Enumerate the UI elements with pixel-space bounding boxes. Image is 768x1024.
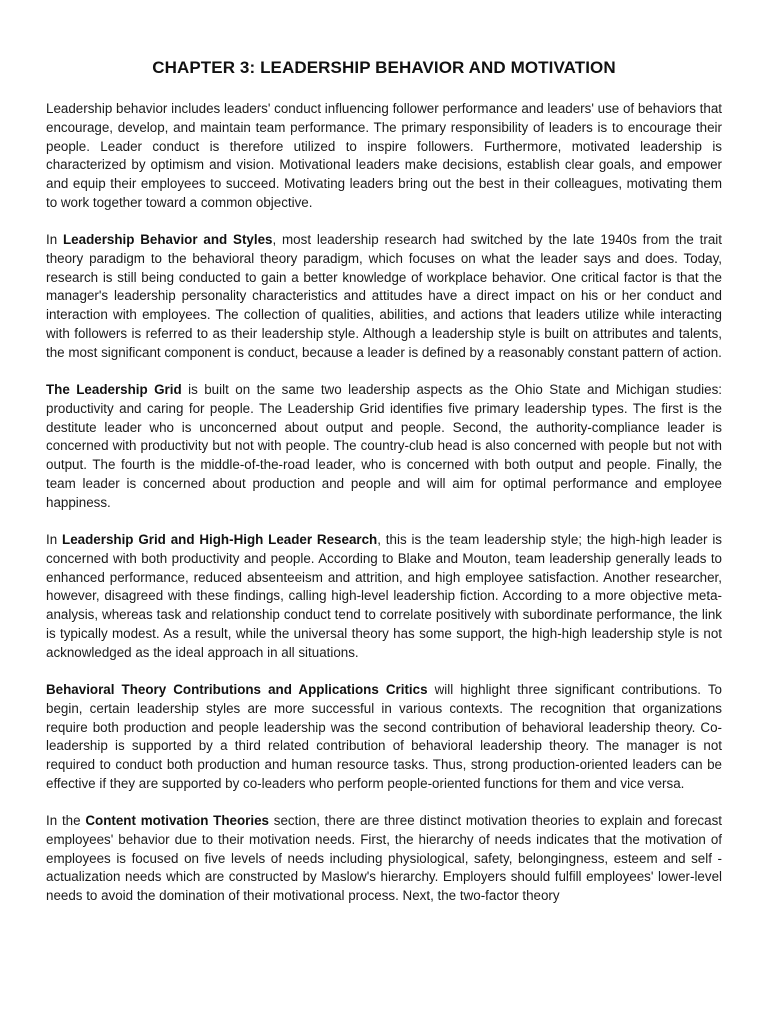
paragraph-bold-term: Behavioral Theory Contributions and Applications Critics <box>46 682 428 697</box>
paragraph-text: will highlight three significant contributions. To begin, certain leadership styles are more successful in various contexts. The recognition that organizations require both production and people leadership was the second contribution of behavioral leadership theory. Co-leadership is supported by a third related contribution of behavioral leadership theory. The manager is not required to conduct both production and human resource tasks. Thus, strong production-oriented leaders can be effective if they are supported by co-leaders who perform people-oriented functions for them and vice versa. <box>46 682 722 791</box>
paragraph-leadership-grid <box>46 381 722 512</box>
paragraph-behavior-styles <box>46 231 722 362</box>
paragraph-bold-term: Content motivation Theories <box>85 813 269 829</box>
paragraph-text: , this is the team leadership style; the high-high leader is concerned with both productivity and people. According to Blake and Mouton, team leadership generally leads to enhanced performance, reduced absenteeism and attrition, and high employee satisfaction. Another researcher, however, disagreed with these findings, calling high-level leadership fiction. According to a more objective meta-analysis, whereas task and relationship conduct tend to correlate positively with subordinate performance, the link is typically modest. As a result, while the universal theory has some support, the high-high leadership style is not acknowledged as the ideal approach in all situations. <box>46 532 723 660</box>
paragraph-text: section, there are three distinct motivation theories to explain and forecast employees' behavior due to their motivation needs. First, the hierarchy of needs indicates that the motivation of employees is focused on five levels of needs including physiological, safety, belongingness, esteem and self - actualization needs which are constructed by Maslow's hierarchy. Employers should fulfill employees' lower-level needs to avoid the domination of their motivational process. Next, the two-factor theory <box>46 813 722 904</box>
paragraph-lead: In <box>46 232 63 248</box>
paragraph-text: Leadership behavior includes leaders' conduct influencing follower performance and leaders' use of behaviors that encourage, develop, and maintain team performance. The primary responsibility of leaders is to encourage their people. Leader conduct is therefore utilized to inspire followers. Furthermore, motivated leadership is characterized by optimism and vision. Motivational leaders make decisions, establish clear goals, and empower and equip their employees to succeed. Motivating leaders bring out the best in their colleagues, motivating them to work together toward a common objective. <box>46 101 722 210</box>
paragraph-bold-term: Leadership Grid and High-High Leader Research <box>62 532 378 548</box>
paragraph-intro <box>46 100 722 213</box>
paragraph-high-high-research <box>46 531 722 662</box>
paragraph-lead: In <box>46 532 63 548</box>
paragraph-bold-term: The Leadership Grid <box>46 382 182 398</box>
chapter-title: CHAPTER 3: LEADERSHIP BEHAVIOR AND MOTIVATION <box>152 58 616 77</box>
paragraph-content-motivation <box>46 812 722 906</box>
paragraph-text: is built on the same two leadership aspects as the Ohio State and Michigan studies: productivity and caring for people. The Leadership Grid identifies five primary leadership types. The first is the destitute leader who is unconcerned about output and people. Second, the authority-compliance leader is concerned with productivity but not with people. The country-club head is also concerned with people but not with output. The fourth is the middle-of-the-road leader, who is concerned with both output and people. Finally, the team leader is concerned about production and people and will aim for optimal performance and employee happiness. <box>46 382 722 510</box>
paragraph-bold-term: Leadership Behavior and Styles <box>63 232 273 248</box>
paragraph-lead: In the <box>46 813 86 829</box>
paragraph-text: , most leadership research had switched by the late 1940s from the trait theory paradigm to the behavioral theory paradigm, which focuses on what the leader says and does. Today, research is still being conducted to gain a better knowledge of workplace behavior. One critical factor is that the manager's leadership personality characteristics and attitudes have a direct impact on his or her conduct and interaction with employees. The collection of qualities, abilities, and actions that leaders utilize while interacting with followers is referred to as their leadership style. Although a leadership style is built on attributes and talents, the most significant component is conduct, because a leader is defined by a reasonably constant pattern of action. <box>46 232 722 360</box>
paragraph-behavioral-contributions <box>46 681 722 794</box>
